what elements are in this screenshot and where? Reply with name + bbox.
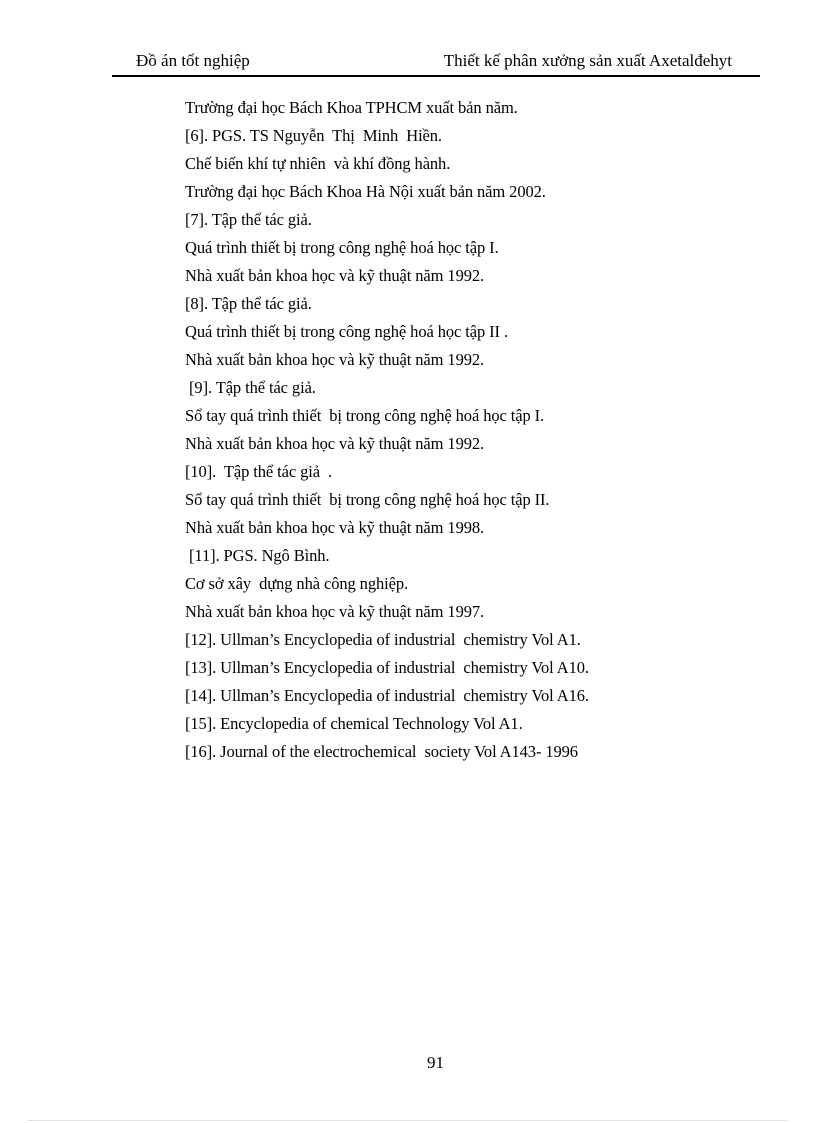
- reference-line: Quá trình thiết bị trong công nghệ hoá học tập I.: [185, 238, 499, 257]
- reference-line: [13]. Ullman’s Encyclopedia of industrial chemistry Vol A10.: [185, 658, 589, 677]
- reference-line: Quá trình thiết bị trong công nghệ hoá học tập II .: [185, 322, 508, 341]
- reference-line: [7]. Tập thể tác giả.: [185, 210, 312, 229]
- reference-line: Trường đại học Bách Khoa TPHCM xuất bản năm.: [185, 98, 518, 117]
- reference-line: [10]. Tập thể tác giả .: [185, 462, 333, 481]
- reference-line: Sổ tay quá trình thiết bị trong công nghệ hoá học tập I.: [185, 406, 545, 425]
- reference-line: Cơ sở xây dựng nhà công nghiệp.: [185, 574, 408, 593]
- reference-line: Sổ tay quá trình thiết bị trong công nghệ hoá học tập II.: [185, 490, 550, 509]
- reference-line: Nhà xuất bản khoa học và kỹ thuật năm 1992.: [185, 434, 485, 453]
- reference-line: [8]. Tập thể tác giả.: [185, 294, 312, 313]
- reference-line: [11]. PGS. Ngô Bình.: [185, 546, 330, 565]
- reference-line: [14]. Ullman’s Encyclopedia of industrial chemistry Vol A16.: [185, 686, 589, 705]
- header-left-title: Đồ án tốt nghiệp: [136, 51, 250, 70]
- reference-line: Nhà xuất bản khoa học và kỹ thuật năm 1997.: [185, 602, 485, 621]
- reference-line: Nhà xuất bản khoa học và kỹ thuật năm 1992.: [185, 350, 485, 369]
- reference-line: Nhà xuất bản khoa học và kỹ thuật năm 1992.: [185, 266, 485, 285]
- reference-line: Trường đại học Bách Khoa Hà Nội xuất bản năm 2002.: [185, 182, 546, 201]
- header-right-title: Thiết kế phân xưởng sản xuất Axetalđehyt: [443, 51, 732, 70]
- reference-line: [15]. Encyclopedia of chemical Technology Vol A1.: [185, 714, 523, 733]
- reference-line: [12]. Ullman’s Encyclopedia of industrial chemistry Vol A1.: [185, 630, 581, 649]
- reference-line: [9]. Tập thể tác giả.: [185, 378, 316, 397]
- reference-line: Nhà xuất bản khoa học và kỹ thuật năm 1998.: [185, 518, 485, 537]
- page-header: [112, 49, 760, 77]
- reference-line: [16]. Journal of the electrochemical society Vol A143- 1996: [185, 742, 578, 761]
- page-number: 91: [427, 1053, 444, 1072]
- page-bottom-divider: [28, 1120, 788, 1121]
- reference-line: [6]. PGS. TS Nguyễn Thị Minh Hiền.: [185, 126, 442, 145]
- reference-list: [185, 94, 745, 766]
- reference-line: Chế biến khí tự nhiên và khí đồng hành.: [185, 154, 451, 173]
